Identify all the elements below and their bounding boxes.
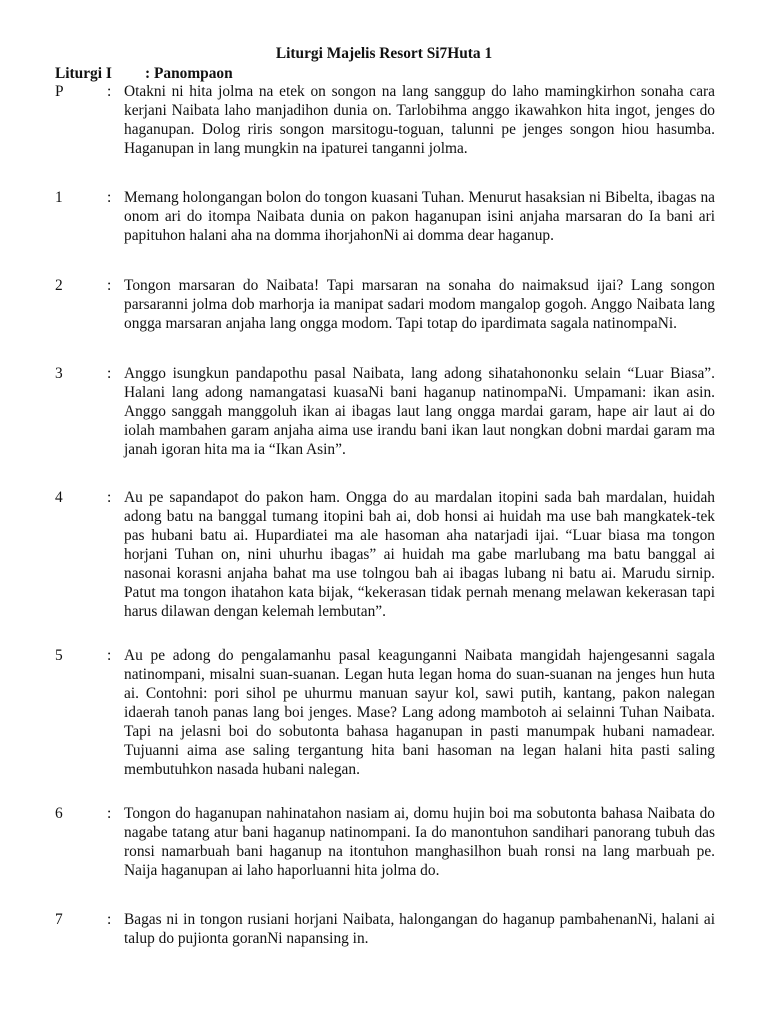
entry-colon: : <box>107 277 112 294</box>
entry-speaker: P <box>55 83 64 100</box>
entry-text: Tongon marsaran do Naibata! Tapi marsaran na sonaha do naimaksud ijai? Lang songon parsaranni jolma dob marhorja ia manipat sadari modom mangalop gogoh. Anggo Naibata lang ongga marsaran anjaha lang ongga modom. Tapi totap do ipardimata sagala natinompaNi. <box>124 277 715 332</box>
document-title: Liturgi Majelis Resort Si7Huta 1 <box>275 45 493 62</box>
entry-text: Au pe adong do pengalamanhu pasal keagunganni Naibata mangidah hajengesanni sagala natinompani, misalni suan-suanan. Legan huta legan homa do suan-suanan na jenges hun huta ai. Contohni: pori sihol pe uhurmu manuan sayur kol, sawi putih, kantang, pakon nalegan idaerah tanoh panas lang boi jenges. Mase? Lang adong mambotoh ai selainni Tuhan Naibata. Tapi na jelasni boi do sobutonta bahasa haganupan in pasti manumpak hubani namadear. Tujuanni aima ase saling tergantung hita bani hasoman na legan halani hita pasti saling membutuhkon nasada hubani nalegan. <box>124 647 715 778</box>
entry-number: 2 <box>55 277 63 294</box>
liturgy-entry-4 <box>55 488 715 621</box>
entry-text: Anggo isungkun pandapothu pasal Naibata, lang adong sihatahononku selain “Luar Biasa”. Halani lang adong namangatasi kuasaNi bani haganup natinompaNi. Umpamani: ikan asin. Anggo sanggah manggoluh ikan ai ibagas laut lang ongga mardai garam, hape air laut ai do iolah mambahen garam anjaha aima use irandu bani ikan laut nongkan dobni mardai garam ma janah igoran hita ma ia “Ikan Asin”. <box>124 365 715 458</box>
entry-number: 1 <box>55 189 63 206</box>
liturgy-entry-1 <box>55 188 715 245</box>
entry-number: 4 <box>55 489 63 506</box>
section-label: Liturgi I <box>55 65 112 82</box>
section-heading <box>55 64 233 83</box>
entry-text: Au pe sapandapot do pakon ham. Ongga do au mardalan itopini sada bah mardalan, huidah adong batu na banggal tumang itopini bah ai, dob honsi ai huidah ma use bah mangkatek-tek pas hubani batu ai. Hupardiatei ma ale hasoman aha natarjadi ijai. “Luar biasa ma tongon horjani Tuhan on, nini uhurhu ibagas” ai huidah ma gabe marlubang ma batu banggal ai nasonai korasni anjaha bahat ma use tolngou bah ai ibagas lubang ni batu ai. Marudu sirnip. Patut ma tongon ihatahon kata bijak, “kekerasan tidak pernah menang melawan kekerasan tapi harus dilawan dengan kelemah lembutan”. <box>124 489 715 620</box>
liturgy-entry-7 <box>55 910 715 948</box>
liturgy-entry-3 <box>55 364 715 459</box>
entry-colon: : <box>107 911 112 928</box>
entry-number: 7 <box>55 911 63 928</box>
entry-colon: : <box>107 647 112 664</box>
liturgy-entry-5 <box>55 646 715 779</box>
liturgy-entry-6 <box>55 804 715 880</box>
entry-colon: : <box>107 365 112 382</box>
liturgy-entry-2 <box>55 276 715 333</box>
entry-number: 5 <box>55 647 63 664</box>
entry-colon: : <box>107 189 112 206</box>
entry-number: 3 <box>55 365 63 382</box>
entry-colon: : <box>107 489 112 506</box>
entry-text: Tongon do haganupan nahinatahon nasiam ai, domu hujin boi ma sobutonta bahasa Naibata do nagabe tatang atur bani haganup natinompani. Ia do manontuhon sandihari panorang tubuh das ronsi namarbuah bani haganup na itontuhon manghasilhon buah ronsi na lang marbuah pe. Naija haganupan ai laho haporluanni hita jolma do. <box>124 805 715 879</box>
entry-text: Otakni ni hita jolma na etek on songon na lang sanggup do laho mamingkirhon sonaha cara kerjani Naibata laho manjadihon dunia on. Tarlobihma anggo ikawahkon hita ingot, jenges do haganupan. Dolog riris songon marsitogu-toguan, talunni pe jenges songon hiou hasumba. Haganupan in lang mungkin na ipaturei tanganni jolma. <box>124 83 715 157</box>
entry-text: Memang holongangan bolon do tongon kuasani Tuhan. Menurut hasaksian ni Bibelta, ibagas na onom ari do itompa Naibata dunia on pakon haganupan isini anjaha marsaran do Ia bani ari papituhon halani aha na domma ihorjahonNi ai domma dear haganup. <box>124 189 715 244</box>
entry-number: 6 <box>55 805 63 822</box>
liturgy-entry-p <box>55 82 715 158</box>
entry-colon: : <box>107 805 112 822</box>
section-title: : Panompaon <box>145 65 233 82</box>
entry-text: Bagas ni in tongon rusiani horjani Naibata, halongangan do haganup pambahenanNi, halani ai talup do pujionta goranNi napansing in. <box>124 911 715 947</box>
entry-colon: : <box>107 83 112 100</box>
